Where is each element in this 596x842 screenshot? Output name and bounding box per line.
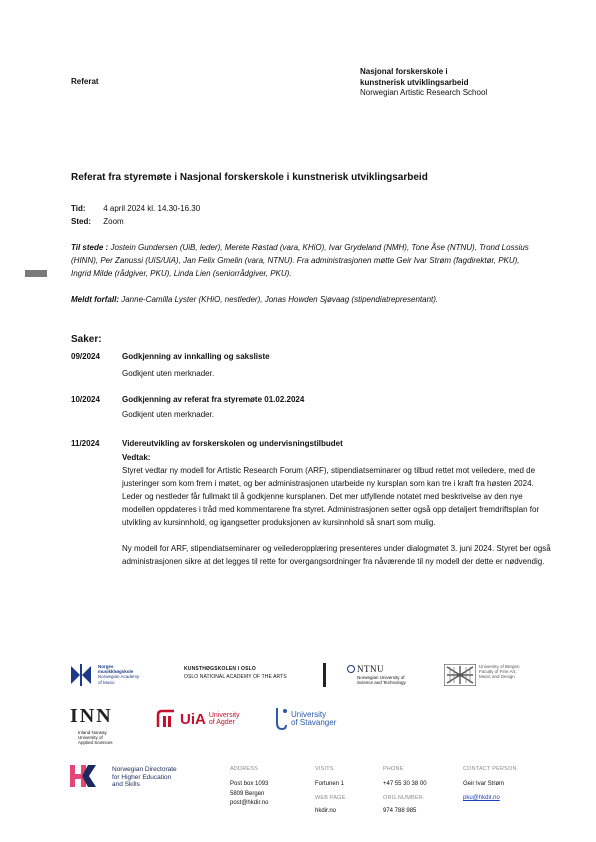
hkdir-emblem-icon [70,765,110,787]
contact-name: Geir Ivar Strøm [463,781,505,787]
uis-text [291,711,336,728]
phone-heading: PHONE [383,766,404,772]
uib-pattern-icon [444,664,476,686]
divider-bar [323,663,326,687]
address-line3: post@hkdir.no [230,800,269,806]
case-body: Godkjent uten merknader. [122,410,215,419]
uis-logo [274,706,336,732]
present-text: Jostein Gundersen (UiB, leder), Merete Røstad (vara, KHiO), Ivar Grydeland (NMH), Tone Åse (NTNU), Trond Lossius (HINN), Per Zanussi (UiS/UiA), Jan Felix Gmelin (vara, NTNU). Fra administrasjonen møtte Geir Ivar Strøm (fagdirektør, PKU), Ingrid Milde (rådgiver, PKU), Linda Lien (seniorrådgiver, PKU). [71,243,529,278]
organization-block [360,67,487,99]
present-label: Til stede : [71,243,109,252]
case-body: Godkjent uten merknader. [122,369,215,378]
decision-label: Vedtak: [122,453,151,462]
page-margin-marker [25,270,47,277]
time-value: 4 april 2024 kl. 14.30-16.30 [103,204,201,213]
nmh-emblem-icon [70,664,92,686]
org-name-english: Norwegian Artistic Research School [360,88,488,97]
ntnu-ring-icon [347,665,355,673]
time-label: Tid: [71,204,86,213]
uib-line3: Music and Design [479,674,515,680]
contact-email-link[interactable]: pku@hkdir.no [463,795,500,801]
inn-name: INN [70,705,113,727]
decision-paragraph-1: Styret vedtar ny modell for Artistic Research Forum (ARF), stipendiatseminarer og tilbud rettet mot veiledere, med de justeringer som kom frem i møtet, og ber administrasjonen utarbeide ny kursplan som kan tre i kraft fra høsten 2024. Leder og nestleder får fullmakt til å godkjenne kursplanen. Det mer utfyllende notatet med beskrivelse av den nye modellen oppdateres i tråd med kommentarene fra styret. Administrasjonen setter også opp detaljert fremdriftsplan for utvikling av kursinnhold, og igangsetter produksjonen av kursinnhold så snart som mulig. [122,466,540,527]
visits-heading: VISITS [315,766,334,772]
nmh-line4: of Music [98,679,115,685]
ntnu-logo [347,664,406,685]
absent-text: Janne-Camilla Lyster (KHiO, nestleder), Jonas Howden Sjøvaag (stipendiatrepresentant). [121,295,439,304]
case-body [122,451,552,581]
org-name-line2: kunstnerisk utviklingsarbeid [360,77,469,87]
org-number-value: 974 788 985 [383,808,417,814]
case-title: Godkjenning av innkalling og saksliste [122,352,270,361]
case-title: Godkjenning av referat fra styremøte 01.02.2024 [122,395,305,404]
uis-emblem-icon [274,706,288,732]
hkdir-logo [70,765,110,792]
absent-paragraph [71,293,541,306]
place-row [71,215,200,228]
ntnu-mark [347,664,406,674]
org-number-heading: ORG.NUMBER. [383,795,425,801]
inn-logo [70,706,113,746]
footer-contact [463,764,517,804]
address-line2: 5809 Bergen [230,791,265,797]
inn-sub3: Applied Sciences [78,740,113,746]
case-number: 09/2024 [71,352,100,361]
time-row [71,202,200,215]
place-label: Sted: [71,217,91,226]
uis-line2: of Stavanger [291,718,337,727]
meeting-meta [71,202,200,228]
ntnu-sub2: Science and Technology [357,680,406,686]
webpage-value[interactable]: hkdir.no [315,808,337,814]
address-line1: Post box 1093 [230,781,269,787]
place-value: Zoom [103,217,124,226]
phone-value: +47 55 30 38 00 [383,781,427,787]
khio-line2: OSLO NATIONAL ACADEMY OF THE ARTS [184,674,287,680]
webpage-heading: WEB PAGE [315,795,346,801]
hkdir-text [112,766,177,789]
uia-logo [156,709,240,729]
uia-sub2: of Agder [208,719,235,726]
case-title: Videreutvikling av forskerskolen og undervisningstilbudet [122,439,343,448]
cases-heading: Saker: [71,334,102,345]
contact-heading: CONTACT PERSON [463,766,517,772]
case-number: 11/2024 [71,439,100,448]
hkdir-line1: Norwegian Directorate [112,766,177,773]
nmh-line3: Norwegian Academy [98,674,140,680]
footer-visits [315,764,346,817]
khio-logo [184,665,287,681]
address-heading: ADDRESS [230,766,258,772]
uib-text [479,664,520,680]
uib-logo [444,664,476,691]
khio-line1: KUNSTHØGSKOLEN I OSLO [184,666,256,672]
ntnu-sub [357,675,406,685]
absent-label: Meldt forfall: [71,295,119,304]
hkdir-line3: and Skills [112,781,140,788]
decision-paragraph-2: Ny modell for ARF, stipendiatseminarer og veilederopplæring presenteres under dialogmøtet 3. juni 2024. Styret ber også administrasjonen sikre at det legges til rette for overgangsordninger fra nåværende til ny modell der dette er nødvendig. [122,544,551,566]
uia-emblem-icon [156,709,176,729]
uia-sub [209,712,240,726]
document-type: Referat [71,77,99,86]
ntnu-sub1: Norwegian University of [357,675,405,680]
nmh-line2: musikkhøgskole [98,669,134,675]
inn-sub [78,730,113,746]
uia-name: UiA [180,710,206,728]
case-number: 10/2024 [71,395,100,404]
uib-line2: Faculty of Fine Art, [479,669,517,675]
uib-line1: University of Bergen [479,664,520,669]
inn-sub2: University of [78,735,103,741]
nmh-logo [70,664,92,691]
visits-line1: Fortunen 1 [315,781,345,787]
uis-line1: University [291,709,327,719]
uia-sub1: University [208,712,240,719]
nmh-line1: Norges [98,664,114,669]
ntnu-name: NTNU [357,664,384,674]
footer-address [230,764,268,808]
nmh-text [98,664,139,685]
footer-phone [383,764,427,817]
org-name-line1: Nasjonal forskerskole i [360,67,448,76]
hkdir-line2: for Higher Education [112,773,172,781]
document-title: Referat fra styremøte i Nasjonal forskerskole i kunstnerisk utviklingsarbeid [71,172,428,183]
inn-sub1: Inland Norway [78,730,107,735]
present-paragraph [71,241,541,280]
